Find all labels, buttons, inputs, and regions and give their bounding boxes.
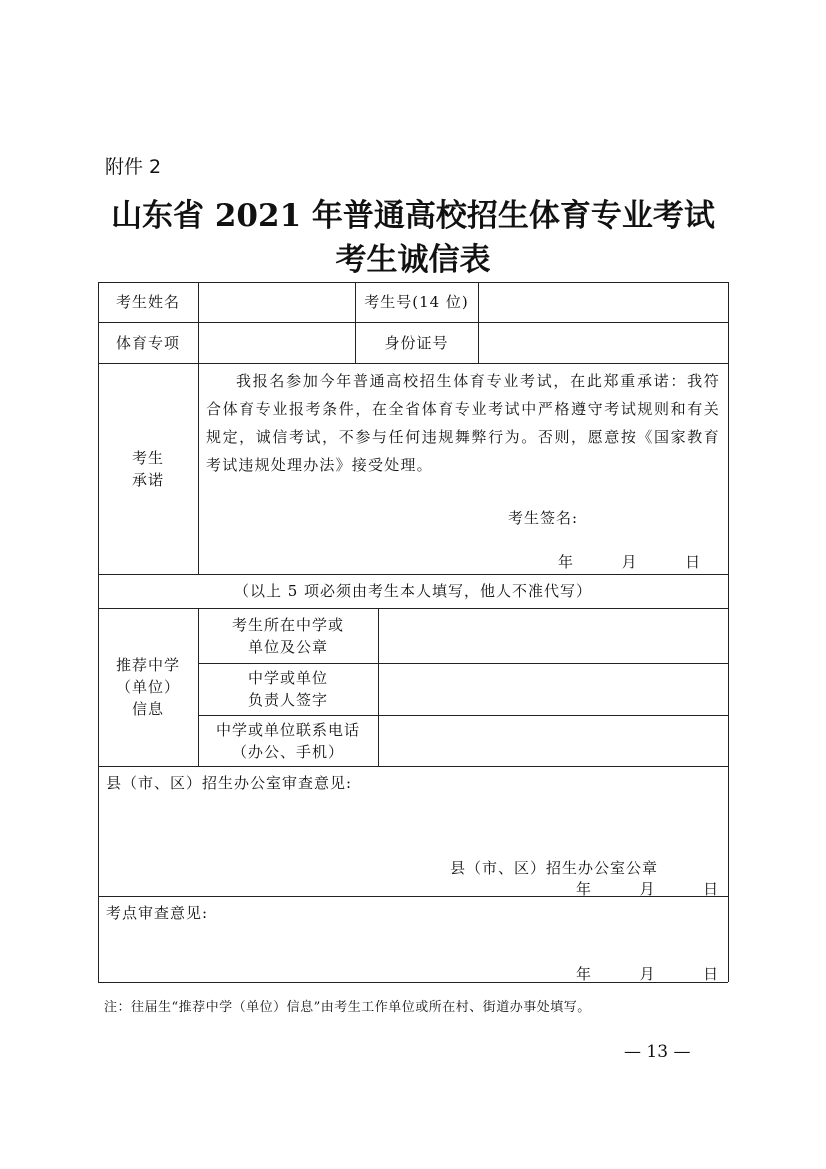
county-date [576, 878, 719, 899]
id-number-label: 身份证号 [384, 333, 449, 352]
integrity-form-table [98, 282, 728, 982]
school-name-line: 单位及公章 [247, 637, 328, 656]
signature-label: 考生签名: [508, 509, 579, 527]
site-opinion-label: 考点审查意见: [106, 904, 209, 922]
promise-date [558, 551, 701, 572]
page-subtitle: 考生诚信表 [335, 242, 491, 278]
school-label-line: 推荐中学 [115, 656, 180, 674]
school-sign-line: 负责人签字 [247, 691, 328, 709]
date-month: 月 [621, 553, 638, 571]
school-name-field[interactable] [378, 608, 728, 663]
school-phone-line: 中学或单位联系电话 [215, 720, 360, 739]
page-number: — 13 — [624, 1042, 691, 1062]
promise-label [98, 363, 198, 574]
school-phone-line: （办公、手机） [231, 742, 344, 761]
date-year: 年 [576, 880, 593, 898]
school-name-label [198, 608, 378, 663]
promise-label-line: 承诺 [131, 470, 164, 489]
date-month: 月 [639, 880, 656, 898]
county-opinion-label: 县（市、区）招生办公室审查意见: [106, 774, 353, 792]
name-field[interactable] [198, 282, 355, 322]
school-label-line: 信息 [131, 700, 164, 718]
table-border-right [728, 282, 729, 982]
date-day: 日 [703, 965, 720, 983]
date-year: 年 [576, 965, 593, 983]
exam-number-label: 考生号(14 位) [364, 293, 469, 311]
exam-number-field[interactable] [478, 282, 728, 322]
site-date [576, 963, 719, 984]
county-seal-label: 县（市、区）招生办公室公章 [450, 859, 659, 877]
school-name-line: 考生所在中学或 [231, 615, 344, 634]
date-year: 年 [558, 553, 575, 571]
promise-cell [198, 363, 728, 574]
school-sign-line: 中学或单位 [247, 669, 328, 687]
school-phone-field[interactable] [378, 715, 728, 766]
footnote: 注：往届生“推荐中学（单位）信息”由考生工作单位或所在村、街道办事处填写。 [104, 1000, 591, 1015]
date-day: 日 [685, 553, 702, 571]
school-info-label [98, 608, 198, 766]
school-sign-field[interactable] [378, 663, 728, 715]
promise-label-line: 考生 [131, 448, 164, 467]
name-label: 考生姓名 [115, 293, 180, 311]
sport-label: 体育专项 [115, 333, 180, 352]
self-fill-note: （以上 5 项必须由考生本人填写，他人不准代写） [233, 582, 593, 600]
attachment-label: 附件 2 [105, 156, 162, 178]
school-sign-label [198, 663, 378, 715]
school-label-line: （单位） [115, 678, 180, 696]
id-number-field[interactable] [478, 322, 728, 363]
school-phone-label [198, 715, 378, 766]
sport-field[interactable] [198, 322, 355, 363]
page-title: 山东省 2021 年普通高校招生体育专业考试 [111, 198, 715, 234]
date-day: 日 [703, 880, 720, 898]
date-month: 月 [639, 965, 656, 983]
promise-text: 我报名参加今年普通高校招生体育专业考试，在此郑重承诺：我符合体育专业报考条件，在全省体育专业考试中严格遵守考试规则和有关规定，诚信考试，不参与任何违规舞弊行为。否则，愿意按《国家教育考试违规处理办法》接受处理。 [206, 372, 720, 474]
row-divider [98, 766, 728, 767]
